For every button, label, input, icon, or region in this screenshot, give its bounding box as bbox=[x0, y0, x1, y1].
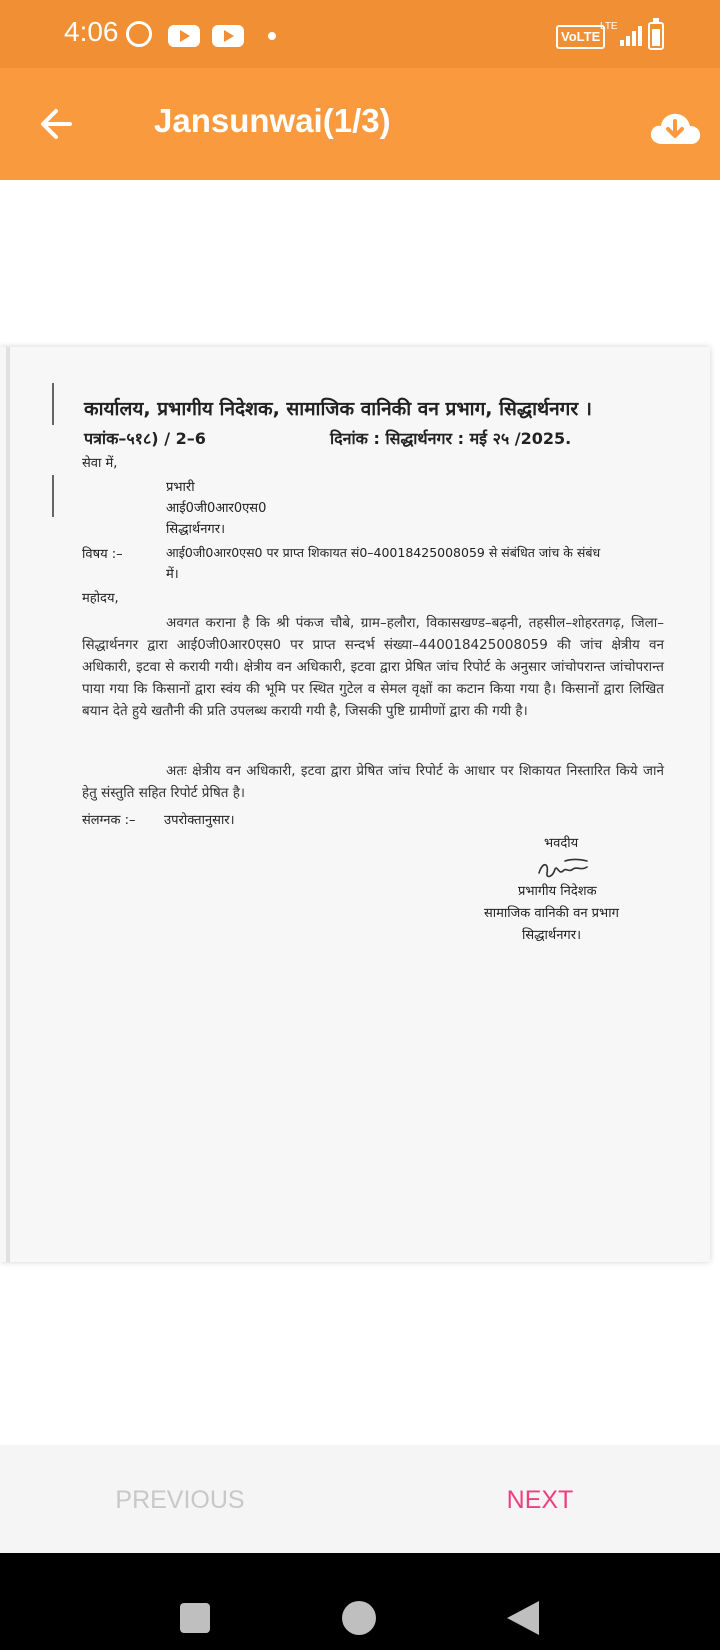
status-time: 4:06 bbox=[64, 16, 119, 47]
home-circle-icon[interactable] bbox=[342, 1601, 376, 1635]
previous-button[interactable]: PREVIOUS bbox=[115, 1486, 245, 1514]
recents-square-icon[interactable] bbox=[180, 1603, 210, 1633]
lte-label: LTE bbox=[600, 21, 618, 32]
signature-designation: प्रभागीय निदेशक bbox=[518, 884, 597, 899]
page-edge bbox=[6, 347, 10, 1262]
signature-office: सामाजिक वानिकी वन प्रभाग bbox=[484, 906, 619, 921]
bottom-nav bbox=[0, 1445, 720, 1553]
youtube-icon bbox=[212, 25, 244, 47]
paragraph-2: अतः क्षेत्रीय वन अधिकारी, इटवा द्वारा प्रेषित जांच रिपोर्ट के आधार पर शिकायत निस्तारित किये जाने हेतु संस्तुति सहित रिपोर्ट प्रेषित है। bbox=[82, 763, 664, 801]
document-page bbox=[0, 347, 710, 1262]
whatsapp-icon bbox=[126, 21, 152, 47]
youtube-icon bbox=[168, 25, 200, 47]
signal-icon bbox=[620, 26, 642, 46]
doc-date: दिनांक : सिद्धार्थनगर : मई २५ /2025. bbox=[330, 429, 572, 448]
battery-icon bbox=[648, 22, 664, 50]
signoff: भवदीय bbox=[544, 836, 579, 851]
volte-badge: VoLTE bbox=[556, 25, 605, 49]
notification-dot-icon bbox=[268, 32, 276, 40]
next-button[interactable]: NEXT bbox=[506, 1486, 574, 1514]
addressee-line: प्रभारी bbox=[166, 480, 195, 495]
enclosure-label: संलग्नक :– bbox=[82, 813, 136, 828]
document-viewer[interactable] bbox=[0, 347, 710, 1280]
doc-ref: पत्रांक–५१८) / 2–6 bbox=[84, 429, 206, 448]
app-bar bbox=[0, 68, 720, 180]
margin-mark bbox=[52, 475, 54, 517]
margin-mark bbox=[52, 383, 54, 425]
salutation: महोदय, bbox=[82, 591, 119, 606]
status-bar bbox=[0, 0, 720, 68]
subject-line: आई0जी0आर0एस0 पर प्राप्त शिकायत सं0–40018425008059 से संबंधित जांच के संबंध bbox=[166, 545, 601, 560]
signature-scribble bbox=[535, 855, 595, 883]
signature-place: सिद्धार्थनगर। bbox=[522, 928, 581, 943]
paragraph-1: अवगत कराना है कि श्री पंकज चौबे, ग्राम–हलौरा, विकासखण्ड–बढ़नी, तहसील–शोहरतगढ़, जिला–सिद्धार्थनगर द्वारा आई0जी0आर0एस0 पर प्राप्त सन्दर्भ संख्या–440018425008059 की जांच क्षेत्रीय वन अधिकारी, इटवा से करायी गयी। क्षेत्रीय वन अधिकारी, इटवा द्वारा प्रेषित जांच रिपोर्ट के अनुसार जांचोपरान्त जांचोपरान्त पाया गया कि किसानों द्वारा स्वंय की भूमि पर स्थित गुटेल व सेमल वृक्षों का कटान किया गया है। किसानों द्वारा लिखित बयान देते हुये खतौनी की प्रति उपलब्ध करायी गयी है, जिसकी पुष्टि ग्रामीणों द्वारा की गयी है। bbox=[82, 615, 664, 719]
addressee-line: आई0जी0आर0एस0 bbox=[166, 501, 267, 516]
arrow-left-icon[interactable] bbox=[36, 104, 76, 144]
doc-seva-me: सेवा में, bbox=[82, 456, 118, 471]
cloud-download-icon[interactable] bbox=[648, 108, 702, 148]
app-title: Jansunwai(1/3) bbox=[154, 102, 391, 139]
addressee-line: सिद्धार्थनगर। bbox=[166, 522, 225, 537]
subject-label: विषय :– bbox=[82, 547, 123, 562]
subject-line: में। bbox=[166, 567, 179, 582]
system-nav-bar bbox=[0, 1553, 720, 1650]
enclosure-value: उपरोक्तानुसार। bbox=[164, 813, 235, 828]
doc-header: कार्यालय, प्रभागीय निदेशक, सामाजिक वानिकी वन प्रभाग, सिद्धार्थनगर । bbox=[84, 398, 592, 420]
back-triangle-icon[interactable] bbox=[507, 1601, 539, 1635]
